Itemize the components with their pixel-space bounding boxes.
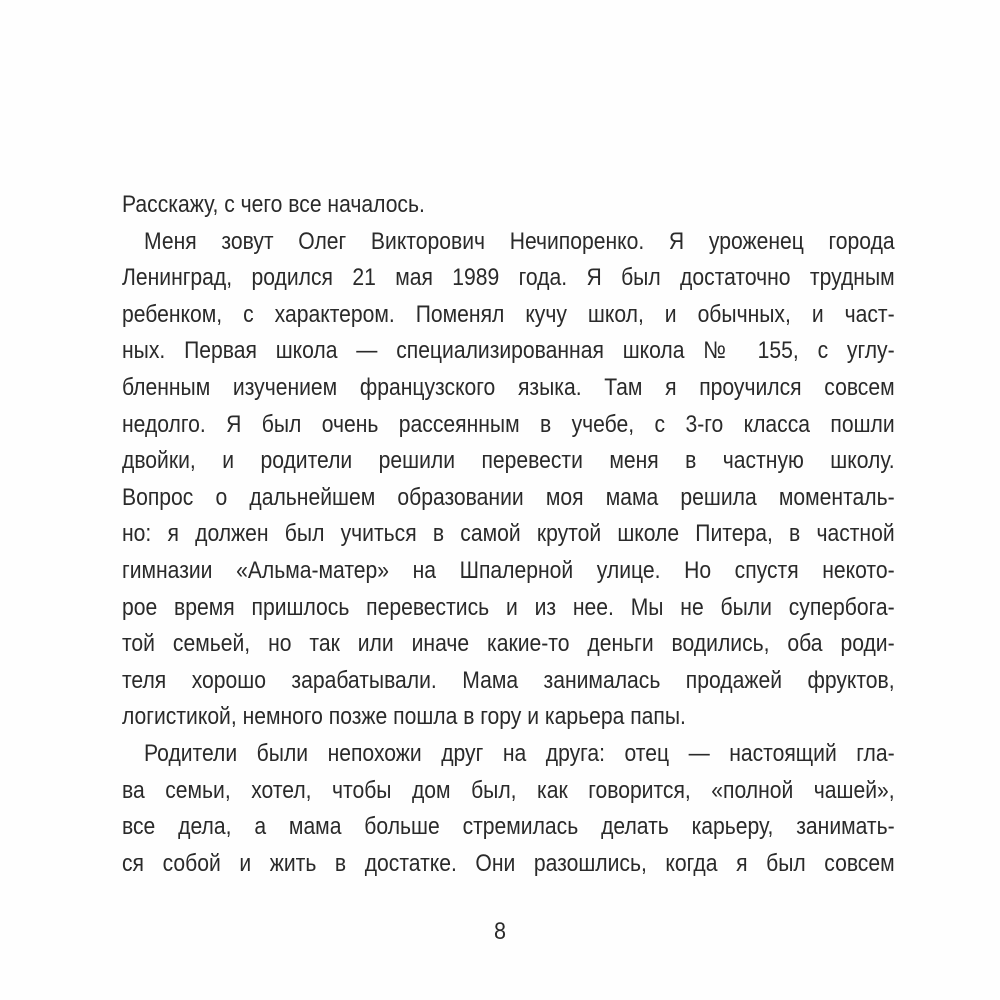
text-line: Вопрос о дальнейшем образовании моя мама решила моменталь- [122, 483, 895, 511]
text-line: логистикой, немного позже пошла в гору и карьера папы. [122, 703, 686, 731]
text-line: ных. Первая школа — специализированная школа № 155, с углу- [122, 337, 895, 365]
text-line: Меня зовут Олег Викторович Нечипоренко. Я уроженец города [144, 227, 895, 255]
text-line: ребенком, с характером. Поменял кучу школ, и обычных, и част- [122, 300, 895, 328]
text-line: рое время пришлось перевестись и из нее. Мы не были супербога- [122, 593, 895, 621]
body-text [122, 187, 895, 882]
text-line: но: я должен был учиться в самой крутой школе Питера, в частной [122, 520, 895, 548]
text-line: все дела, а мама больше стремилась делать карьеру, занимать- [122, 813, 895, 841]
text-line: Расскажу, с чего все началось. [122, 191, 425, 218]
text-line: теля хорошо зарабатывали. Мама занималась продажей фруктов, [122, 666, 895, 694]
text-line: бленным изучением французского языка. Там я проучился совсем [122, 373, 895, 401]
text-line: той семьей, но так или иначе какие-то деньги водились, оба роди- [122, 630, 895, 658]
text-line: Ленинград, родился 21 мая 1989 года. Я был достаточно трудным [122, 264, 895, 292]
text-line: Родители были непохожи друг на друга: отец — настоящий гла- [144, 739, 895, 767]
text-line: гимназии «Альма-матер» на Шпалерной улице. Но спустя некото- [122, 556, 895, 584]
text-line: двойки, и родители решили перевести меня в частную школу. [122, 447, 895, 475]
text-line: ва семьи, хотел, чтобы дом был, как говорится, «полной чашей», [122, 776, 895, 804]
text-line: недолго. Я был очень рассеянным в учебе, с 3-го класса пошли [122, 410, 895, 438]
text-line: ся собой и жить в достатке. Они разошлись, когда я был совсем [122, 849, 895, 877]
page-number: 8 [493, 918, 507, 945]
